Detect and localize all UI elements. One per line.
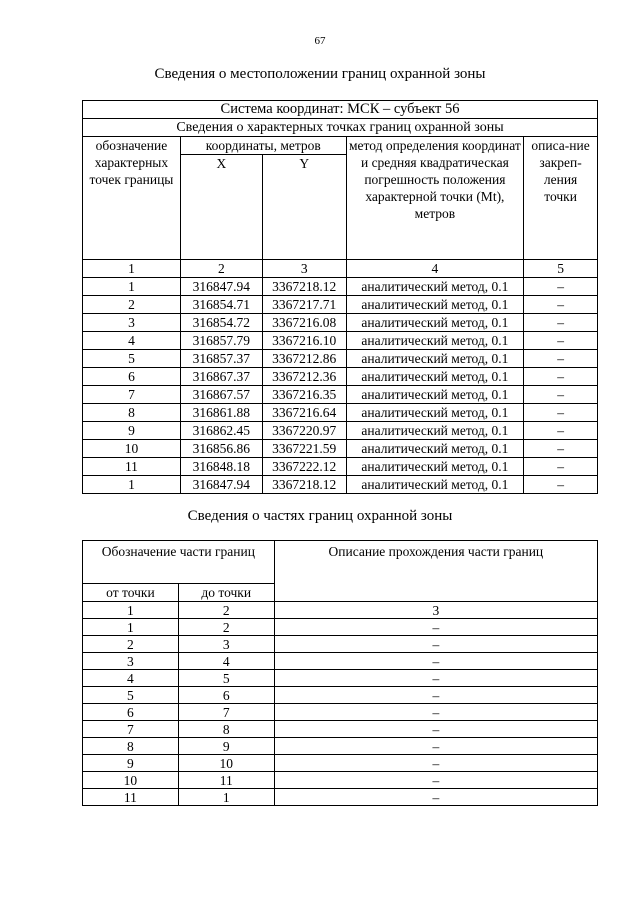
- point-id: 5: [83, 350, 181, 368]
- table-row: [83, 721, 598, 738]
- coord-x: 316857.79: [180, 332, 262, 350]
- point-id: 1: [83, 278, 181, 296]
- page-number: 67: [314, 35, 326, 47]
- col-number: 1: [83, 602, 179, 619]
- table-row: [83, 458, 598, 476]
- description: –: [524, 386, 598, 404]
- from-point: 4: [83, 670, 179, 687]
- from-point: 10: [83, 772, 179, 789]
- coord-x: 316848.18: [180, 458, 262, 476]
- from-point: 2: [83, 636, 179, 653]
- coord-x: 316847.94: [180, 278, 262, 296]
- coord-y: 3367220.97: [262, 422, 346, 440]
- coord-x: 316861.88: [180, 404, 262, 422]
- method: аналитический метод, 0.1: [346, 440, 523, 458]
- method: аналитический метод, 0.1: [346, 422, 523, 440]
- to-point: 9: [178, 738, 274, 755]
- table-row: [83, 755, 598, 772]
- col-number: 3: [262, 260, 346, 278]
- point-id: 10: [83, 440, 181, 458]
- to-point: 10: [178, 755, 274, 772]
- point-id: 11: [83, 458, 181, 476]
- description: –: [524, 350, 598, 368]
- coord-y: 3367216.08: [262, 314, 346, 332]
- from-point: 7: [83, 721, 179, 738]
- description: –: [524, 476, 598, 494]
- table-row: [83, 296, 598, 314]
- table-row: [83, 636, 598, 653]
- from-point: 9: [83, 755, 179, 772]
- header-part-desc: Описание прохождения части границ: [274, 541, 597, 602]
- coord-y: 3367212.36: [262, 368, 346, 386]
- header-from: от точки: [83, 584, 179, 602]
- points-subtitle: Сведения о характерных точках границ охранной зоны: [83, 119, 598, 137]
- header-part: Обозначение части границ: [83, 541, 275, 584]
- table-row: [83, 670, 598, 687]
- coord-y: 3367212.86: [262, 350, 346, 368]
- table-row: [83, 278, 598, 296]
- coord-y: 3367218.12: [262, 278, 346, 296]
- coord-y: 3367216.35: [262, 386, 346, 404]
- part-description: –: [274, 721, 597, 738]
- method: аналитический метод, 0.1: [346, 458, 523, 476]
- table-row: [83, 789, 598, 806]
- description: –: [524, 278, 598, 296]
- description: –: [524, 458, 598, 476]
- header-y: Y: [262, 155, 346, 260]
- coord-y: 3367217.71: [262, 296, 346, 314]
- method: аналитический метод, 0.1: [346, 404, 523, 422]
- point-id: 1: [83, 476, 181, 494]
- method: аналитический метод, 0.1: [346, 368, 523, 386]
- to-point: 11: [178, 772, 274, 789]
- section-title-location: Сведения о местоположении границ охранной зоны: [154, 66, 486, 82]
- method: аналитический метод, 0.1: [346, 278, 523, 296]
- to-point: 3: [178, 636, 274, 653]
- coord-x: 316857.37: [180, 350, 262, 368]
- part-description: –: [274, 738, 597, 755]
- coord-system-header: Система координат: МСК – субъект 56: [83, 101, 598, 119]
- coord-x: 316867.57: [180, 386, 262, 404]
- table-row: [83, 314, 598, 332]
- coord-x: 316847.94: [180, 476, 262, 494]
- table-row: [83, 619, 598, 636]
- point-id: 6: [83, 368, 181, 386]
- from-point: 6: [83, 704, 179, 721]
- table-row: [83, 350, 598, 368]
- method: аналитический метод, 0.1: [346, 314, 523, 332]
- coord-x: 316862.45: [180, 422, 262, 440]
- coord-x: 316867.37: [180, 368, 262, 386]
- description: –: [524, 314, 598, 332]
- col-number: 1: [83, 260, 181, 278]
- coord-x: 316854.71: [180, 296, 262, 314]
- point-id: 3: [83, 314, 181, 332]
- method: аналитический метод, 0.1: [346, 476, 523, 494]
- description: –: [524, 296, 598, 314]
- method: аналитический метод, 0.1: [346, 350, 523, 368]
- table-row: [83, 368, 598, 386]
- col-number: 2: [178, 602, 274, 619]
- method: аналитический метод, 0.1: [346, 386, 523, 404]
- table-row: [83, 404, 598, 422]
- boundary-parts-table: [82, 540, 598, 806]
- coord-y: 3367216.10: [262, 332, 346, 350]
- point-id: 8: [83, 404, 181, 422]
- table-row: [83, 332, 598, 350]
- from-point: 11: [83, 789, 179, 806]
- table-row: [83, 772, 598, 789]
- header-x: X: [180, 155, 262, 260]
- table-row: [83, 687, 598, 704]
- table-row: [83, 386, 598, 404]
- description: –: [524, 404, 598, 422]
- col-number: 3: [274, 602, 597, 619]
- from-point: 5: [83, 687, 179, 704]
- coord-y: 3367222.12: [262, 458, 346, 476]
- from-point: 1: [83, 619, 179, 636]
- boundary-points-table: [82, 100, 598, 494]
- coord-y: 3367216.64: [262, 404, 346, 422]
- method: аналитический метод, 0.1: [346, 332, 523, 350]
- table-row: [83, 738, 598, 755]
- part-description: –: [274, 755, 597, 772]
- part-description: –: [274, 670, 597, 687]
- col-number: 2: [180, 260, 262, 278]
- table-row: [83, 422, 598, 440]
- description: –: [524, 332, 598, 350]
- header-desc: описа-ние закреп-ления точки: [524, 137, 598, 260]
- header-coords: координаты, метров: [180, 137, 346, 155]
- to-point: 7: [178, 704, 274, 721]
- part-description: –: [274, 653, 597, 670]
- method: аналитический метод, 0.1: [346, 296, 523, 314]
- point-id: 2: [83, 296, 181, 314]
- to-point: 2: [178, 619, 274, 636]
- table-row: [83, 476, 598, 494]
- to-point: 4: [178, 653, 274, 670]
- description: –: [524, 422, 598, 440]
- section-title-parts: Сведения о частях границ охранной зоны: [187, 508, 453, 524]
- coord-y: 3367218.12: [262, 476, 346, 494]
- point-id: 7: [83, 386, 181, 404]
- part-description: –: [274, 636, 597, 653]
- to-point: 1: [178, 789, 274, 806]
- table-row: [83, 704, 598, 721]
- col-number: 4: [346, 260, 523, 278]
- header-method: метод определения координат и средняя квадратическая погрешность положения характерной точки (Mt), метров: [346, 137, 523, 260]
- coord-x: 316854.72: [180, 314, 262, 332]
- part-description: –: [274, 619, 597, 636]
- coord-y: 3367221.59: [262, 440, 346, 458]
- point-id: 4: [83, 332, 181, 350]
- from-point: 3: [83, 653, 179, 670]
- header-point: обозначение характерных точек границы: [83, 137, 181, 260]
- header-to: до точки: [178, 584, 274, 602]
- col-number: 5: [524, 260, 598, 278]
- table-row: [83, 653, 598, 670]
- point-id: 9: [83, 422, 181, 440]
- part-description: –: [274, 687, 597, 704]
- to-point: 8: [178, 721, 274, 738]
- table-row: [83, 440, 598, 458]
- coord-x: 316856.86: [180, 440, 262, 458]
- part-description: –: [274, 772, 597, 789]
- to-point: 6: [178, 687, 274, 704]
- from-point: 8: [83, 738, 179, 755]
- description: –: [524, 368, 598, 386]
- description: –: [524, 440, 598, 458]
- to-point: 5: [178, 670, 274, 687]
- part-description: –: [274, 789, 597, 806]
- part-description: –: [274, 704, 597, 721]
